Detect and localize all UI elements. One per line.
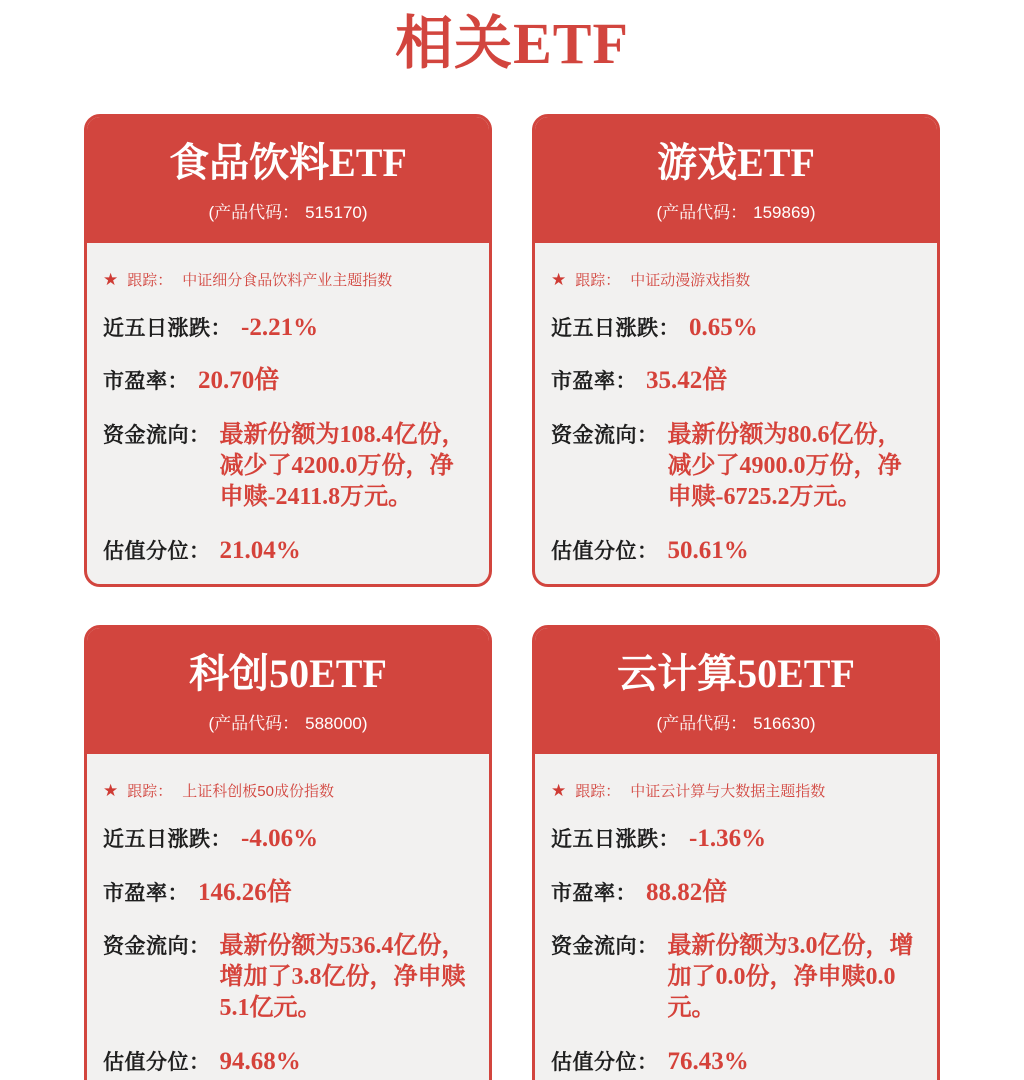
fund-flow-row [103, 930, 473, 1025]
pe-row [103, 365, 473, 396]
pe-value: 35.42倍 [646, 367, 728, 395]
card-header [87, 628, 489, 754]
change-5d-row [551, 823, 921, 854]
change-5d-value: 0.65% [689, 314, 758, 341]
fund-flow-value: 最新份额为536.4亿份，增加了3.8亿份，净申赎5.1亿元。 [219, 932, 466, 1022]
etf-name: 游戏ETF [657, 140, 815, 185]
card-header [87, 117, 489, 243]
code-prefix: (产品代码： [208, 714, 300, 734]
change-5d-value: -4.06% [241, 825, 319, 853]
star-icon: ★ [103, 781, 119, 801]
pe-label: 市盈率： [551, 881, 637, 905]
change-5d-value: -2.21% [241, 314, 319, 341]
fund-flow-value: 最新份额为108.4亿份，减少了4200.0万份，净申赎-2411.8万元。 [219, 421, 466, 510]
change-5d-row [551, 312, 921, 343]
etf-product-code [545, 198, 927, 223]
code-suffix: ) [809, 203, 816, 222]
star-icon: ★ [551, 270, 567, 289]
pe-value: 20.70倍 [198, 367, 280, 395]
fund-flow-label: 资金流向： [551, 423, 659, 447]
change-5d-row [103, 312, 473, 343]
fund-flow-value: 最新份额为3.0亿份，增加了0.0份，净申赎0.0元。 [667, 932, 914, 1022]
pe-label: 市盈率： [103, 881, 189, 905]
fund-flow-label: 资金流向： [103, 423, 211, 447]
change-5d-row [103, 823, 473, 854]
valuation-row [551, 1046, 921, 1077]
valuation-value: 21.04% [219, 537, 301, 565]
track-row [551, 269, 921, 290]
pe-label: 市盈率： [551, 370, 637, 394]
card-body [535, 243, 937, 584]
card-body [87, 754, 489, 1080]
valuation-value: 76.43% [667, 1048, 749, 1076]
code-number: 159869 [753, 203, 810, 222]
code-prefix: (产品代码： [656, 714, 748, 734]
valuation-label: 估值分位： [551, 540, 659, 564]
card-header [535, 628, 937, 754]
fund-flow-label: 资金流向： [103, 934, 211, 958]
tracked-index-name: 中证动漫游戏指数 [630, 272, 751, 289]
pe-row [551, 877, 921, 908]
track-row [103, 269, 473, 290]
etf-card-cloud50 [532, 625, 940, 1080]
change-5d-value: -1.36% [689, 825, 767, 853]
etf-product-code [545, 709, 927, 734]
valuation-value: 94.68% [219, 1048, 301, 1076]
code-number: 588000 [305, 714, 362, 734]
pe-row [103, 877, 473, 908]
code-number: 515170 [305, 203, 362, 222]
pe-value: 146.26倍 [198, 878, 292, 906]
track-label: 跟踪： [127, 272, 173, 289]
track-row [103, 780, 473, 801]
fund-flow-row [551, 419, 921, 514]
star-icon: ★ [103, 270, 119, 289]
change-5d-label: 近五日涨跌： [551, 317, 680, 340]
valuation-row [103, 1046, 473, 1077]
code-prefix: (产品代码： [208, 203, 300, 222]
tracked-index-name: 上证科创板50成份指数 [182, 783, 334, 801]
etf-name: 食品饮料ETF [169, 140, 407, 185]
etf-card-food-beverage [84, 114, 492, 587]
code-suffix: ) [361, 203, 368, 222]
card-body [87, 243, 489, 584]
valuation-row [551, 535, 921, 566]
etf-product-code [97, 198, 479, 223]
etf-name: 科创50ETF [189, 651, 387, 697]
pe-value: 88.82倍 [646, 878, 728, 906]
valuation-row [103, 535, 473, 566]
star-icon: ★ [551, 781, 567, 801]
track-label: 跟踪： [127, 783, 173, 801]
etf-cards-grid [0, 114, 1024, 1080]
card-header [535, 117, 937, 243]
card-body [535, 754, 937, 1080]
code-suffix: ) [809, 714, 816, 734]
valuation-label: 估值分位： [551, 1051, 659, 1075]
change-5d-label: 近五日涨跌： [551, 828, 680, 852]
change-5d-label: 近五日涨跌： [103, 317, 232, 340]
track-label: 跟踪： [575, 783, 621, 801]
pe-label: 市盈率： [103, 370, 189, 394]
fund-flow-label: 资金流向： [551, 934, 659, 958]
fund-flow-value: 最新份额为80.6亿份，减少了4900.0万份，净申赎-6725.2万元。 [667, 421, 902, 510]
fund-flow-row [103, 419, 473, 514]
valuation-label: 估值分位： [103, 540, 211, 564]
valuation-label: 估值分位： [103, 1051, 211, 1075]
page-title: 相关ETF [395, 11, 629, 76]
code-prefix: (产品代码： [656, 203, 748, 222]
etf-card-star50 [84, 625, 492, 1080]
etf-name: 云计算50ETF [617, 651, 855, 697]
code-suffix: ) [361, 714, 368, 734]
fund-flow-row [551, 930, 921, 1025]
etf-card-game [532, 114, 940, 587]
pe-row [551, 365, 921, 396]
code-number: 516630 [753, 714, 810, 734]
track-label: 跟踪： [575, 272, 621, 289]
etf-product-code [97, 709, 479, 734]
tracked-index-name: 中证细分食品饮料产业主题指数 [182, 272, 393, 289]
valuation-value: 50.61% [667, 537, 749, 565]
tracked-index-name: 中证云计算与大数据主题指数 [630, 783, 826, 801]
change-5d-label: 近五日涨跌： [103, 828, 232, 852]
track-row [551, 780, 921, 801]
